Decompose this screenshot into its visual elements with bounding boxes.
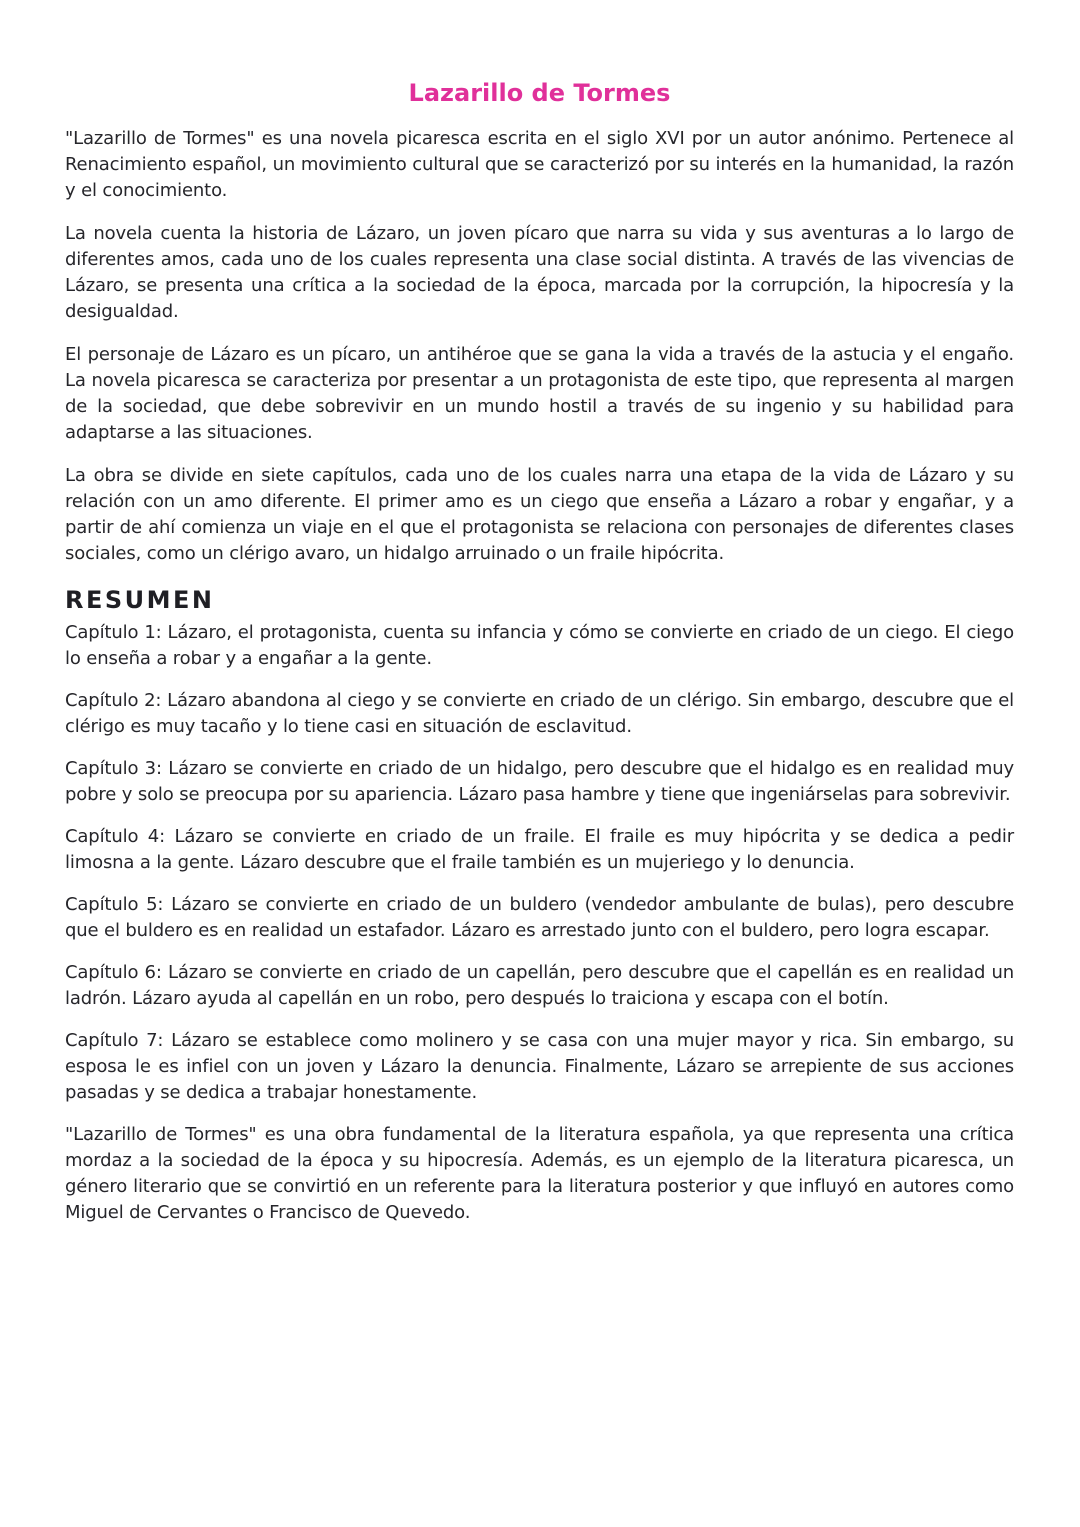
document-page	[65, 76, 1014, 1243]
intro-paragraph-3: El personaje de Lázaro es un pícaro, un antihéroe que se gana la vida a través de la astucia y el engaño. La novela picaresca se caracteriza por presentar a un protagonista de este tipo, que representa al margen de la sociedad, que debe sobrevivir en un mundo hostil a través de su ingenio y su habilidad para adaptarse a las situaciones.	[65, 344, 1014, 443]
chapter-5-summary: Capítulo 5: Lázaro se convierte en criado de un buldero (vendedor ambulante de bulas), pero descubre que el buldero es en realidad un estafador. Lázaro es arrestado junto con el buldero, pero logra escapar.	[65, 894, 1014, 941]
conclusion-paragraph: "Lazarillo de Tormes" es una obra fundamental de la literatura española, ya que representa una crítica mordaz a la sociedad de la época y su hipocresía. Además, es un ejemplo de la literatura picaresca, un género literario que se convirtió en un referente para la literatura posterior y que influyó en autores como Miguel de Cervantes o Francisco de Quevedo.	[65, 1124, 1014, 1223]
chapter-1-summary: Capítulo 1: Lázaro, el protagonista, cuenta su infancia y cómo se convierte en criado de un ciego. El ciego lo enseña a robar y a engañar a la gente.	[65, 622, 1014, 669]
summary-heading: RESUMEN	[65, 586, 215, 614]
document-title: Lazarillo de Tormes	[408, 79, 671, 107]
chapter-3-summary: Capítulo 3: Lázaro se convierte en criado de un hidalgo, pero descubre que el hidalgo es en realidad muy pobre y solo se preocupa por su apariencia. Lázaro pasa hambre y tiene que ingeniárselas para sobrevivir.	[65, 758, 1014, 805]
intro-paragraph-4: La obra se divide en siete capítulos, cada uno de los cuales narra una etapa de la vida de Lázaro y su relación con un amo diferente. El primer amo es un ciego que enseña a Lázaro a robar y engañar, y a partir de ahí comienza un viaje en el que el protagonista se relaciona con personajes de diferentes clases sociales, como un clérigo avaro, un hidalgo arruinado o un fraile hipócrita.	[65, 465, 1014, 564]
intro-section	[65, 126, 1014, 567]
intro-paragraph-1: "Lazarillo de Tormes" es una novela picaresca escrita en el siglo XVI por un autor anónimo. Pertenece al Renacimiento español, un movimiento cultural que se caracterizó por su interés en la humanidad, la razón y el conocimiento.	[65, 128, 1014, 201]
intro-paragraph-2: La novela cuenta la historia de Lázaro, un joven pícaro que narra su vida y sus aventuras a lo largo de diferentes amos, cada uno de los cuales representa una clase social distinta. A través de las vivencias de Lázaro, se presenta una crítica a la sociedad de la época, marcada por la corrupción, la hipocresía y la desigualdad.	[65, 223, 1014, 322]
summary-section	[65, 620, 1014, 1106]
chapter-7-summary: Capítulo 7: Lázaro se establece como molinero y se casa con una mujer mayor y rica. Sin embargo, su esposa le es infiel con un joven y Lázaro la denuncia. Finalmente, Lázaro se arrepiente de sus acciones pasadas y se dedica a trabajar honestamente.	[65, 1030, 1014, 1103]
chapter-4-summary: Capítulo 4: Lázaro se convierte en criado de un fraile. El fraile es muy hipócrita y se dedica a pedir limosna a la gente. Lázaro descubre que el fraile también es un mujeriego y lo denuncia.	[65, 826, 1014, 873]
chapter-6-summary: Capítulo 6: Lázaro se convierte en criado de un capellán, pero descubre que el capellán es en realidad un ladrón. Lázaro ayuda al capellán en un robo, pero después lo traiciona y escapa con el botín.	[65, 962, 1014, 1009]
chapter-2-summary: Capítulo 2: Lázaro abandona al ciego y se convierte en criado de un clérigo. Sin embargo, descubre que el clérigo es muy tacaño y lo tiene casi en situación de esclavitud.	[65, 690, 1014, 737]
